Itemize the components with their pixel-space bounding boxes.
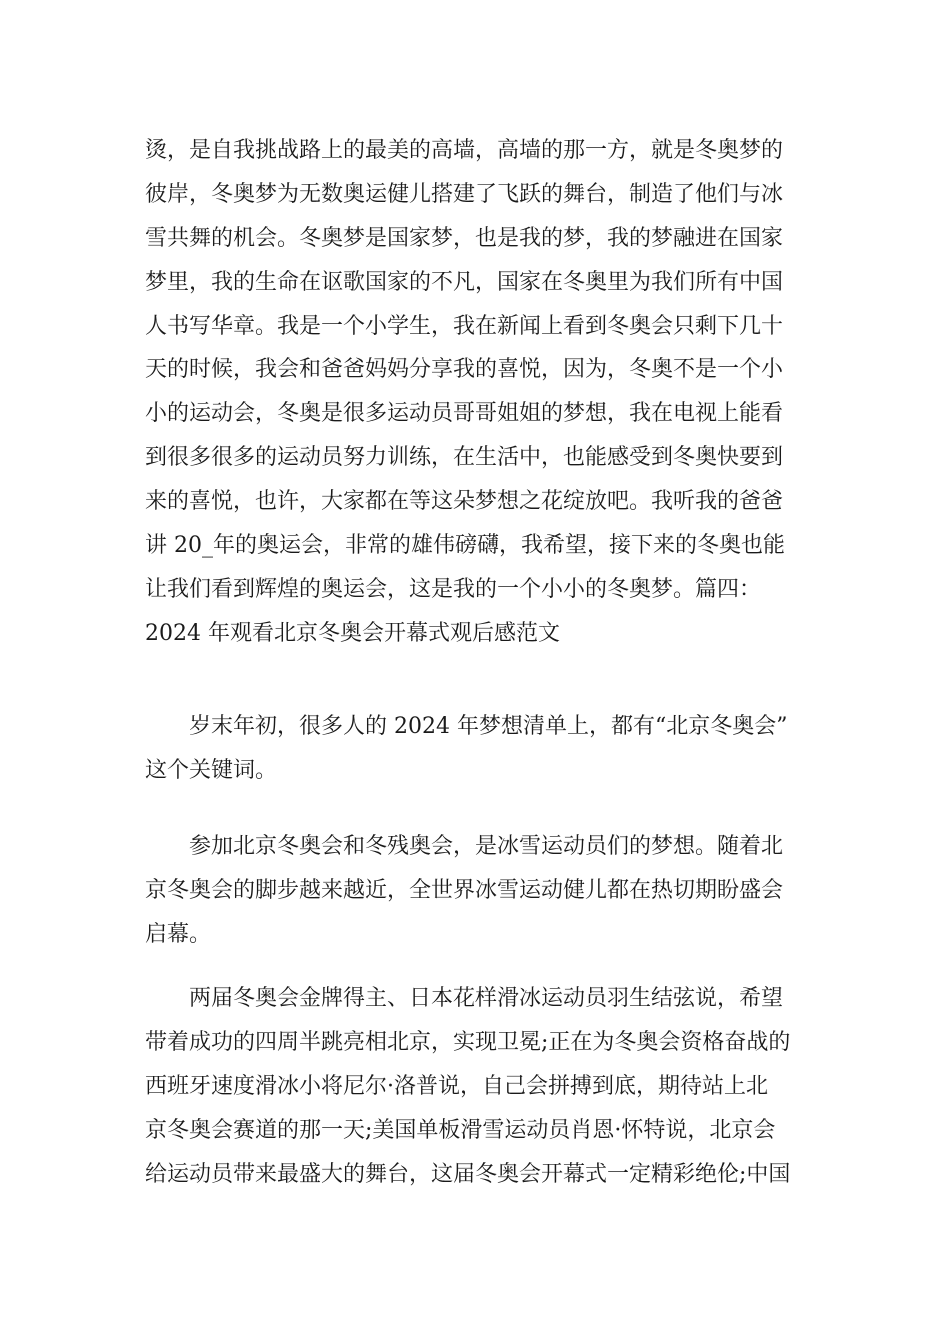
text-line: 烫，是自我挑战路上的最美的高墙，高墙的那一方，就是冬奥梦的 <box>145 138 784 163</box>
text-line: 西班牙速度滑冰小将尼尔·洛普说，自己会拼搏到底，期待站上北 <box>145 1073 768 1099</box>
text-line: 到很多很多的运动员努力训练，在生活中，也能感受到冬奥快要到 <box>145 445 784 471</box>
paragraph-dream-list <box>145 705 810 793</box>
text-line: 给运动员带来最盛大的舞台，这届冬奥会开幕式一定精彩绝伦;中国 <box>145 1161 791 1187</box>
text-line: 启幕。 <box>145 921 212 947</box>
text-line: 天的时候，我会和爸爸妈妈分享我的喜悦，因为，冬奥不是一个小 <box>145 357 784 383</box>
text-line: 京冬奥会的脚步越来越近，全世界冰雪运动健儿都在热切期盼盛会 <box>145 877 784 903</box>
text-line: 讲 20_年的奥运会，非常的雄伟磅礴，我希望，接下来的冬奥也能 <box>145 533 785 559</box>
paragraph-athlete-quotes <box>145 977 810 1196</box>
text-line: 人书写华章。我是一个小学生，我在新闻上看到冬奥会只剩下几十 <box>145 313 784 339</box>
text-line: 京冬奥会赛道的那一天;美国单板滑雪运动员肖恩·怀特说，北京会 <box>145 1117 776 1143</box>
text-line: 小的运动会，冬奥是很多运动员哥哥姐姐的梦想，我在电视上能看 <box>145 401 784 427</box>
paragraph-continuation <box>145 129 810 656</box>
text-line: 这个关键词。 <box>145 757 278 783</box>
text-line: 梦里，我的生命在讴歌国家的不凡，国家在冬奥里为我们所有中国 <box>145 269 784 295</box>
text-line: 两届冬奥会金牌得主、日本花样滑冰运动员羽生结弦说，希望 <box>189 986 784 1011</box>
text-line: 带着成功的四周半跳亮相北京，实现卫冕;正在为冬奥会资格奋战的 <box>145 1029 791 1055</box>
text-line: 彼岸，冬奥梦为无数奥运健儿搭建了飞跃的舞台，制造了他们与冰 <box>145 181 784 207</box>
text-line: 雪共舞的机会。冬奥梦是国家梦，也是我的梦，我的梦融进在国家 <box>145 225 784 251</box>
text-line: 岁末年初，很多人的 2024 年梦想清单上，都有“北京冬奥会” <box>189 714 788 739</box>
text-line: 来的喜悦，也许，大家都在等这朵梦想之花绽放吧。我听我的爸爸 <box>145 489 784 515</box>
text-line: 参加北京冬奥会和冬残奥会，是冰雪运动员们的梦想。随着北 <box>189 834 784 859</box>
section-heading-line: 2024 年观看北京冬奥会开幕式观后感范文 <box>145 620 560 646</box>
text-line: 让我们看到辉煌的奥运会，这是我的一个小小的冬奥梦。篇四： <box>145 576 762 602</box>
paragraph-athletes-dream <box>145 825 810 957</box>
